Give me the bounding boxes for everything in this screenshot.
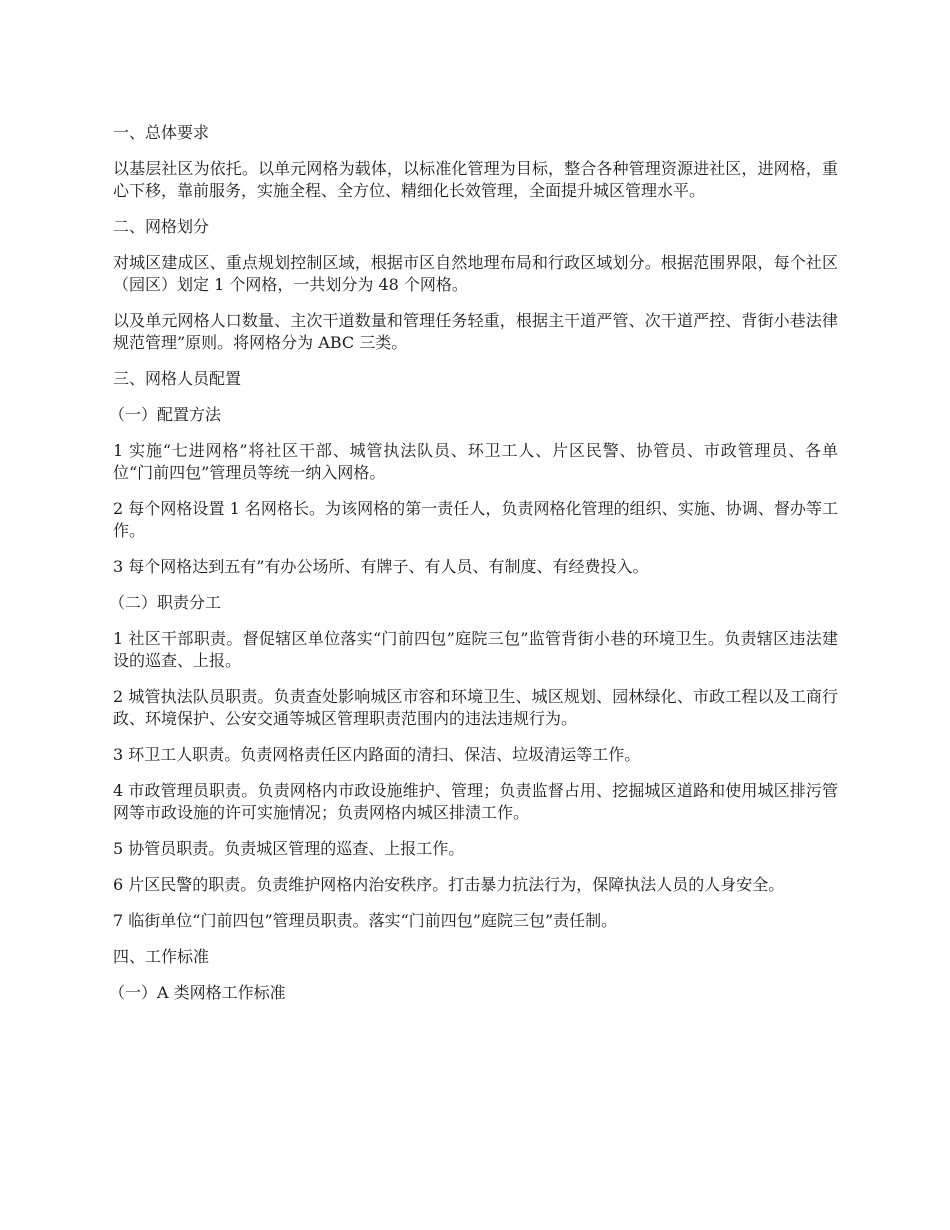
paragraph: 以基层社区为依托。以单元网格为载体，以标准化管理为目标，整合各种管理资源进社区，进网格，重心下移，靠前服务，实施全程、全方位、精细化长效管理，全面提升城区管理水平。 (113, 159, 838, 200)
section-heading: 一、总体要求 (113, 123, 210, 142)
paragraph: 6 片区民警的职责。负责维护网格内治安秩序。打击暴力抗法行为，保障执法人员的人身安全。 (113, 875, 785, 894)
paragraph: 1 社区干部职责。督促辖区单位落实“门前四包”庭院三包”监管背街小巷的环境卫生。负责辖区违法建设的巡查、上报。 (113, 629, 838, 670)
section-heading: 三、网格人员配置 (113, 369, 242, 388)
paragraph: 3 每个网格达到五有”有办公场所、有牌子、有人员、有制度、有经费投入。 (113, 557, 649, 576)
section-heading: 四、工作标准 (113, 947, 210, 966)
paragraph: 7 临街单位“门前四包”管理员职责。落实“门前四包”庭院三包”责任制。 (113, 911, 618, 930)
subsection-heading: （二）职责分工 (109, 593, 222, 612)
paragraph: 1 实施“七进网格”将社区干部、城管执法队员、环卫工人、片区民警、协管员、市政管理员、各单位“门前四包”管理员等统一纳入网格。 (113, 441, 838, 482)
paragraph: 2 城管执法队员职责。负责查处影响城区市容和环境卫生、城区规划、园林绿化、市政工程以及工商行政、环境保护、公安交通等城区管理职责范围内的违法违规行为。 (113, 687, 838, 728)
paragraph: 5 协管员职责。负责城区管理的巡查、上报工作。 (113, 839, 465, 858)
document-body (109, 122, 838, 1018)
paragraph: 3 环卫工人职责。负责网格责任区内路面的清扫、保洁、垃圾清运等工作。 (113, 745, 641, 764)
subsection-heading: （一）A 类网格工作标准 (109, 983, 286, 1002)
paragraph: 以及单元网格人口数量、主次干道数量和管理任务轻重，根据主干道严管、次干道严控、背街小巷法律规范管理”原则。将网格分为 ABC 三类。 (113, 311, 838, 352)
paragraph: 4 市政管理员职责。负责网格内市政设施维护、管理；负责监督占用、挖掘城区道路和使用城区排污管网等市政设施的许可实施情况；负责网格内城区排渍工作。 (113, 781, 838, 822)
subsection-heading: （一）配置方法 (109, 405, 222, 424)
paragraph: 对城区建成区、重点规划控制区域，根据市区自然地理布局和行政区域划分。根据范围界限，每个社区（园区）划定 1 个网格，一共划分为 48 个网格。 (113, 253, 838, 294)
paragraph: 2 每个网格设置 1 名网格长。为该网格的第一责任人，负责网格化管理的组织、实施、协调、督办等工作。 (113, 499, 838, 540)
section-heading: 二、网格划分 (113, 217, 210, 236)
